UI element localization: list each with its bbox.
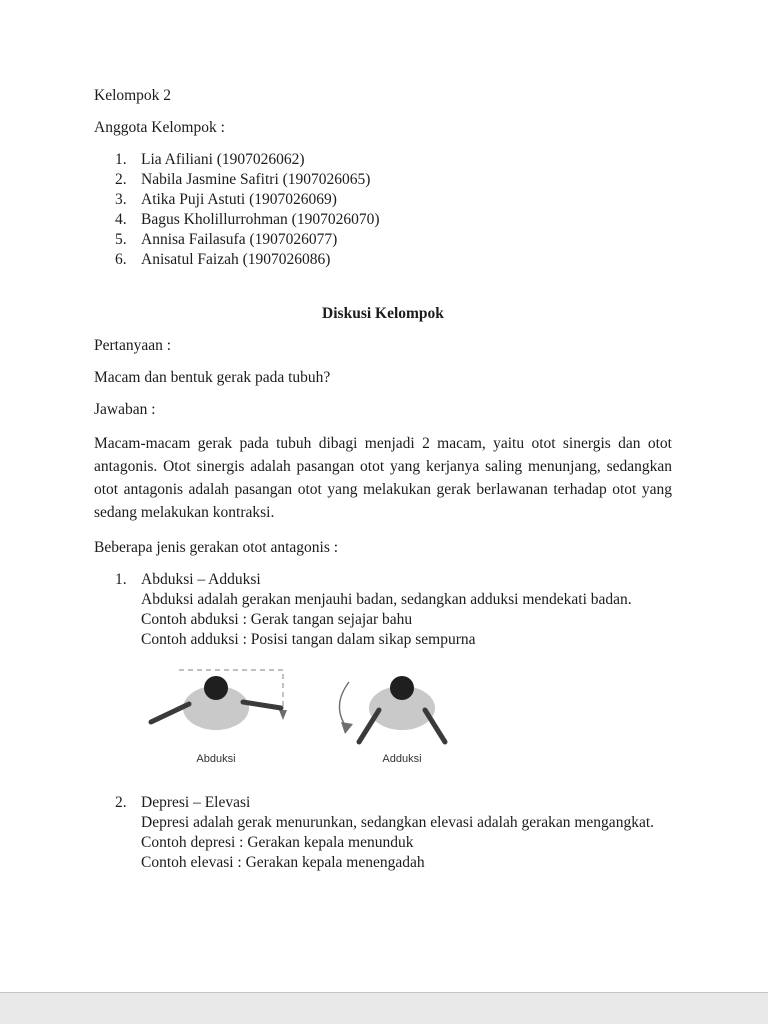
member-name: Bagus Kholillurrohman (1907026070) bbox=[141, 211, 380, 228]
member-name: Lia Afiliani (1907026062) bbox=[141, 151, 305, 168]
page-bottom-edge bbox=[0, 992, 768, 1024]
question-label: Pertanyaan : bbox=[94, 337, 172, 354]
member-item bbox=[115, 190, 672, 210]
figure-adduksi bbox=[327, 662, 477, 769]
abduction-diagram-icon bbox=[141, 662, 291, 748]
movements-list bbox=[115, 570, 672, 873]
movement-item-abduksi-adduksi bbox=[115, 570, 672, 791]
movement-example-1: Contoh depresi : Gerakan kepala menunduk bbox=[141, 834, 414, 851]
movement-illustration bbox=[141, 662, 672, 769]
member-item bbox=[115, 210, 672, 230]
movement-description: Depresi adalah gerak menurunkan, sedangkan elevasi adalah gerakan mengangkat. bbox=[141, 814, 654, 831]
member-item bbox=[115, 230, 672, 250]
movement-example-2: Contoh adduksi : Posisi tangan dalam sikap sempurna bbox=[141, 631, 476, 648]
movement-item-depresi-elevasi bbox=[115, 793, 672, 873]
answer-paragraph: Macam-macam gerak pada tubuh dibagi menjadi 2 macam, yaitu otot sinergis dan otot antagonis. Otot sinergis adalah pasangan otot yang kerjanya saling menunjang, sedangkan otot antagonis adalah pasangan otot yang melakukan gerak berlawanan terhadap otot yang sedang melakukan kontraksi. bbox=[94, 435, 672, 521]
movement-example-2: Contoh elevasi : Gerakan kepala menengadah bbox=[141, 854, 425, 871]
members-list bbox=[115, 150, 672, 270]
movement-title: Abduksi – Adduksi bbox=[141, 571, 261, 588]
answer-label: Jawaban : bbox=[94, 401, 156, 418]
member-name: Annisa Failasufa (1907026077) bbox=[141, 231, 338, 248]
member-item bbox=[115, 150, 672, 170]
member-name: Nabila Jasmine Safitri (1907026065) bbox=[141, 171, 371, 188]
member-item bbox=[115, 250, 672, 270]
member-item bbox=[115, 170, 672, 190]
movement-body bbox=[141, 793, 672, 873]
question-text: Macam dan bentuk gerak pada tubuh? bbox=[94, 369, 331, 386]
figure-adduksi-label: Adduksi bbox=[382, 753, 422, 765]
member-name: Atika Puji Astuti (1907026069) bbox=[141, 191, 337, 208]
types-heading: Beberapa jenis gerakan otot antagonis : bbox=[94, 539, 339, 556]
members-heading: Anggota Kelompok : bbox=[94, 119, 225, 136]
movement-example-1: Contoh abduksi : Gerak tangan sejajar bahu bbox=[141, 611, 413, 628]
figure-abduksi bbox=[141, 662, 291, 769]
movement-description: Abduksi adalah gerakan menjauhi badan, sedangkan adduksi mendekati badan. bbox=[141, 591, 632, 608]
adduction-diagram-icon bbox=[327, 662, 477, 748]
discussion-title: Diskusi Kelompok bbox=[322, 305, 444, 322]
figure-abduksi-label: Abduksi bbox=[196, 753, 236, 765]
movement-body bbox=[141, 570, 672, 791]
group-title: Kelompok 2 bbox=[94, 87, 172, 104]
movement-title: Depresi – Elevasi bbox=[141, 794, 251, 811]
member-name: Anisatul Faizah (1907026086) bbox=[141, 251, 331, 268]
